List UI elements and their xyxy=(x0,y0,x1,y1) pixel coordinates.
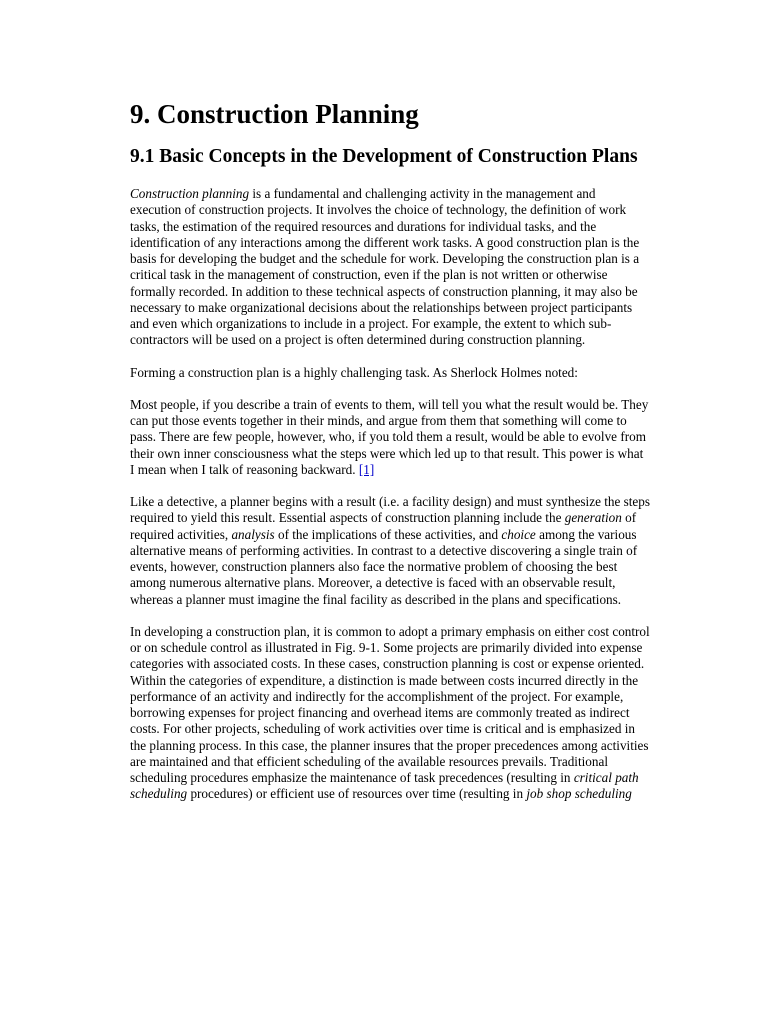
paragraph-detective xyxy=(130,494,650,608)
detective-text-a: Like a detective, a planner begins with a result (i.e. a facility design) and must synthesize the steps required to yield this result. Essential aspects of construction planning include the xyxy=(130,494,651,526)
paragraph-holmes-intro: Forming a construction plan is a highly challenging task. As Sherlock Holmes noted: xyxy=(130,364,578,380)
chapter-title: 9. Construction Planning xyxy=(130,99,419,129)
section-title: 9.1 Basic Concepts in the Development of Construction Plans xyxy=(130,146,638,167)
term-construction-planning: Construction planning xyxy=(130,186,250,201)
document-page xyxy=(130,97,650,819)
detective-text-b: of required activities, xyxy=(130,510,637,542)
cost-schedule-text-a: In developing a construction plan, it is common to adopt a primary emphasis on either cost control or on schedule control as illustrated in Fig. 9-1. Some projects are primarily divided into expense categories with associated costs. In these cases, construction planning is cost or expense oriented. Within the categories of expenditure, a distinction is made between costs incurred directly in the performance of an activity and indirectly for the accomplishment of the project. For example, borrowing expenses for project financing and overhead items are commonly treated as indirect costs. For other projects, scheduling of work activities over time is critical and is emphasized in the planning process. In this case, the planner insures that the proper precedences among activities are maintained and that efficient scheduling of the available resources prevails. Traditional scheduling procedures emphasize the maintenance of task precedences (resulting in xyxy=(130,623,650,785)
term-job-shop-scheduling: job shop scheduling xyxy=(526,786,632,802)
term-choice: choice xyxy=(501,526,536,542)
detective-text-d: among the various alternative means of performing activities. In contrast to a detective discovering a single train of events, however, construction planners also face the normative problem of choosing the best among numerous alternative plans. Moreover, a detective is faced with an observable result, whereas a planner must imagine the final facility as described in the plans and specifications. xyxy=(130,526,638,607)
paragraph-holmes-quote xyxy=(130,397,650,478)
detective-text-c: of the implications of these activities, and xyxy=(274,526,502,542)
cost-schedule-text-b: procedures) or efficient use of resources over time (resulting in xyxy=(187,786,527,802)
paragraph-intro-text: is a fundamental and challenging activity in the management and execution of construction projects. It involves the choice of technology, the definition of work tasks, the estimation of the required resources and durations for individual tasks, and the identification of any interactions among the different work tasks. A good construction plan is the basis for developing the budget and the schedule for work. Developing the construction plan is a critical task in the management of construction, even if the plan is not written or otherwise formally recorded. In addition to these technical aspects of construction planning, it may also be necessary to make organizational decisions about the relationships between project participants and even which organizations to include in a project. For example, the extent to which sub-contractors will be used on a project is often determined during construction planning. xyxy=(130,186,640,348)
term-analysis: analysis xyxy=(231,526,275,542)
paragraph-cost-schedule xyxy=(130,624,650,803)
footnote-link-1[interactable]: [1] xyxy=(358,461,375,477)
term-generation: generation xyxy=(564,510,622,526)
paragraph-intro xyxy=(130,186,650,349)
term-critical-path-scheduling: critical path scheduling xyxy=(130,770,639,802)
quote-text: Most people, if you describe a train of events to them, will tell you what the result would be. They can put those events together in their minds, and argue from them that something will come to pass. There are few people, however, who, if you told them a result, would be able to evolve from their own inner consciousness what the steps were which led up to that result. This power is what I mean when I talk of reasoning backward. xyxy=(130,396,649,477)
